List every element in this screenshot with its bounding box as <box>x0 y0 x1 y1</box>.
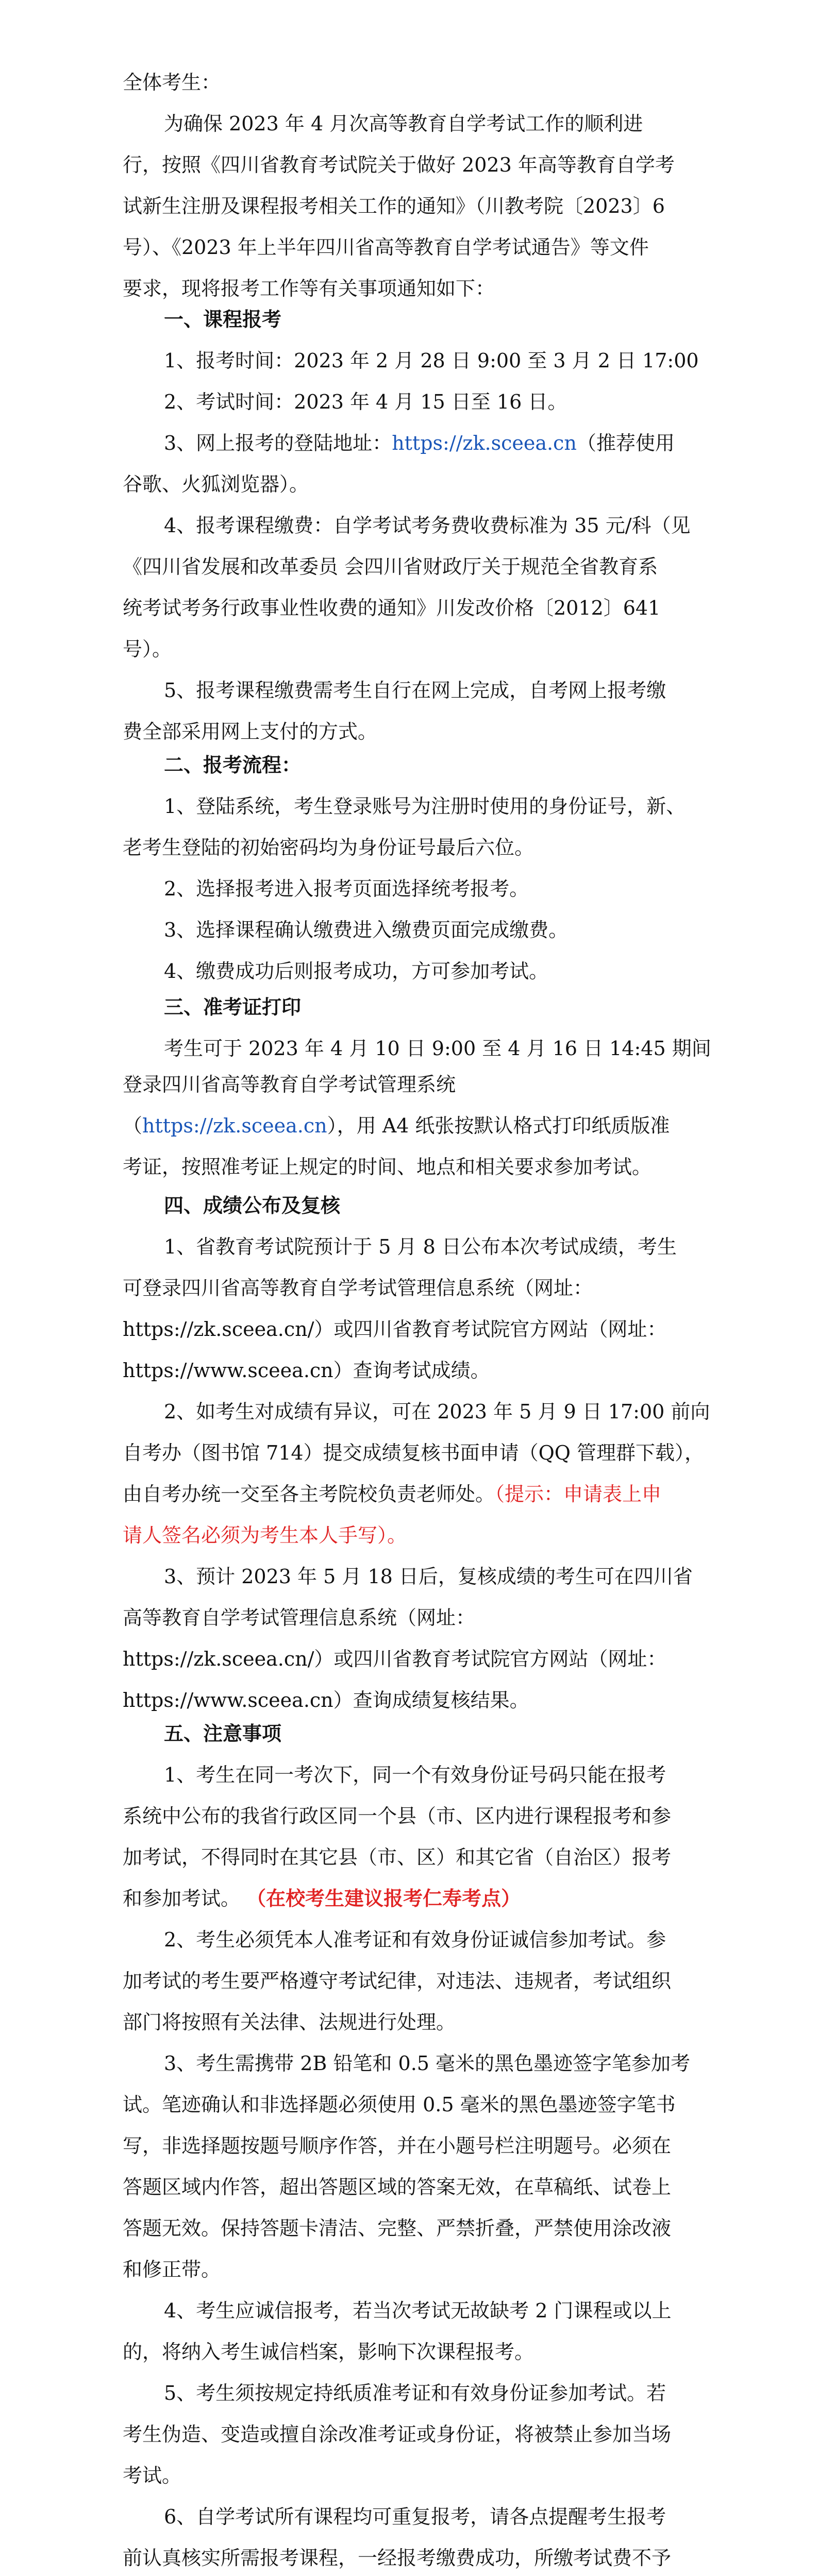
login-address-line <box>0 425 818 461</box>
note-line: 试。笔迹确认和非选择题必须使用 0.5 毫米的黑色墨迹签字笔书 <box>123 2093 676 2116</box>
browser-note-cont: 谷歌、火狐浏览器）。 <box>123 473 309 496</box>
ticket-print-text: ），用 A4 纸张按默认格式打印纸质版准 <box>327 1114 670 1137</box>
review-result-line: https://zk.sceea.cn/）或四川省教育考试院官方网站（网址： <box>123 1648 667 1670</box>
section-heading-notes: 五、注意事项 <box>164 1722 282 1745</box>
note-line: 前认真核实所需报考课程，一经报考缴费成功，所缴考试费不予 <box>123 2547 672 2569</box>
fee-line: 统考试考务行政事业性收费的通知》川发改价格〔2012〕641 <box>123 597 661 619</box>
results-line: https://zk.sceea.cn/）或四川省教育考试院官方网站（网址： <box>123 1318 667 1341</box>
section-heading-results: 四、成绩公布及复核 <box>164 1194 341 1217</box>
note-line: 部门将按照有关法律、法规进行处理。 <box>123 2011 456 2033</box>
note-line: 答题无效。保持答题卡清洁、完整、严禁折叠，严禁使用涂改液 <box>123 2217 672 2240</box>
greeting: 全体考生： <box>123 71 221 94</box>
intro-line: 试新生注册及课程报考相关工作的通知》（川教考院〔2023〕6 <box>123 195 665 217</box>
renshou-tip: （在校考生建议报考仁寿考点） <box>246 1887 521 1910</box>
note-line: 答题区域内作答，超出答题区域的答案无效，在草稿纸、试卷上 <box>123 2176 672 2198</box>
fee-line: 号）。 <box>123 638 172 660</box>
review-result-line: 3、预计 2023 年 5 月 18 日后，复核成绩的考生可在四川省 <box>164 1565 693 1588</box>
section-heading-process: 二、报考流程： <box>164 753 302 776</box>
intro-line: 行，按照《四川省教育考试院关于做好 2023 年高等教育自学考 <box>123 154 675 176</box>
ticket-system-link[interactable]: https://zk.sceea.cn <box>142 1114 327 1137</box>
payment-line: 5、报考课程缴费需考生自行在网上完成，自考网上报考缴 <box>164 679 666 702</box>
note-line: 系统中公布的我省行政区同一个县（市、区内进行课程报考和参 <box>123 1805 672 1827</box>
signature-warning: （提示：申请表上申 <box>495 1483 662 1505</box>
fee-line: 《四川省发展和改革委员 会四川省财政厅关于规范全省教育系 <box>123 555 658 578</box>
review-result-line: 高等教育自学考试管理信息系统（网址： <box>123 1606 476 1629</box>
note-line: 6、自学考试所有课程均可重复报考，请各点提醒考生报考 <box>164 2505 666 2528</box>
note-text: 和参加考试。 <box>123 1887 241 1910</box>
registration-link[interactable]: https://zk.sceea.cn <box>392 432 577 454</box>
ticket-line: 登录四川省高等教育自学考试管理系统 <box>123 1073 456 1096</box>
ticket-line: 考证，按照准考证上规定的时间、地点和相关要求参加考试。 <box>123 1156 652 1178</box>
note-line: 1、考生在同一考次下，同一个有效身份证号码只能在报考 <box>164 1764 666 1786</box>
review-line: 自考办（图书馆 714）提交成绩复核书面申请（QQ 管理群下载）， <box>123 1442 704 1464</box>
process-step: 2、选择报考进入报考页面选择统考报考。 <box>164 877 529 900</box>
review-line: 2、如考生对成绩有异议，可在 2023 年 5 月 9 日 17:00 前向 <box>164 1400 710 1423</box>
review-text: 由自考办统一交至各主考院校负责老师处。 <box>123 1483 495 1505</box>
review-result-line: https://www.sceea.cn）查询成绩复核结果。 <box>123 1689 529 1711</box>
note-line <box>0 1880 818 1917</box>
fee-line: 4、报考课程缴费：自学考试考务费收费标准为 35 元/科（见 <box>164 514 691 537</box>
intro-line: 为确保 2023 年 4 月次高等教育自学考试工作的顺利进 <box>164 112 643 135</box>
login-address-label: 3、网上报考的登陆地址： <box>164 432 392 454</box>
section-heading-admission-ticket: 三、准考证打印 <box>164 995 302 1019</box>
browser-note: （推荐使用 <box>576 432 675 454</box>
note-line: 写，非选择题按题号顺序作答，并在小题号栏注明题号。必须在 <box>123 2134 672 2157</box>
results-line: 1、省教育考试院预计于 5 月 8 日公布本次考试成绩，考生 <box>164 1235 677 1258</box>
process-step: 1、登陆系统，考生登录账号为注册时使用的身份证号，新、 <box>164 795 686 818</box>
results-line: 可登录四川省高等教育自学考试管理信息系统（网址： <box>123 1277 593 1299</box>
results-line: https://www.sceea.cn）查询考试成绩。 <box>123 1359 490 1382</box>
note-line: 加考试的考生要严格遵守考试纪律，对违法、违规者，考试组织 <box>123 1970 672 1992</box>
review-line <box>0 1476 818 1512</box>
process-step: 老考生登陆的初始密码均为身份证号最后六位。 <box>123 836 535 859</box>
intro-line: 号）、《2023 年上半年四川省高等教育自学考试通告》等文件 <box>123 236 649 259</box>
note-line: 2、考生必须凭本人准考证和有效身份证诚信参加考试。参 <box>164 1928 666 1951</box>
note-line: 3、考生需携带 2B 铅笔和 0.5 毫米的黑色墨迹签字笔参加考 <box>164 2052 691 2075</box>
note-line: 5、考生须按规定持纸质准考证和有效身份证参加考试。若 <box>164 2382 666 2404</box>
process-step: 4、缴费成功后则报考成功，方可参加考试。 <box>164 960 549 982</box>
note-line: 和修正带。 <box>123 2258 221 2281</box>
section-heading-course-registration: 一、课程报考 <box>164 308 282 331</box>
ticket-line <box>0 1108 818 1144</box>
exam-time: 2、考试时间：2023 年 4 月 15 日至 16 日。 <box>164 391 567 413</box>
intro-line: 要求，现将报考工作等有关事项通知如下： <box>123 277 495 300</box>
registration-time: 1、报考时间：2023 年 2 月 28 日 9:00 至 3 月 2 日 17:00 <box>164 349 699 372</box>
ticket-line: 考生可于 2023 年 4 月 10 日 9:00 至 4 月 16 日 14:45 期间 <box>164 1037 711 1060</box>
payment-line: 费全部采用网上支付的方式。 <box>123 720 378 743</box>
note-line: 4、考生应诚信报考，若当次考试无故缺考 2 门课程或以上 <box>164 2299 672 2322</box>
note-line: 的，将纳入考生诚信档案，影响下次课程报考。 <box>123 2341 535 2363</box>
note-line: 考生伪造、变造或擅自涂改准考证或身份证，将被禁止参加当场 <box>123 2423 672 2446</box>
note-line: 考试。 <box>123 2464 182 2487</box>
paren: （ <box>123 1114 143 1137</box>
signature-warning-cont: 请人签名必须为考生本人手写）。 <box>123 1524 407 1547</box>
note-line: 加考试，不得同时在其它县（市、区）和其它省（自治区）报考 <box>123 1846 672 1869</box>
process-step: 3、选择课程确认缴费进入缴费页面完成缴费。 <box>164 919 569 941</box>
